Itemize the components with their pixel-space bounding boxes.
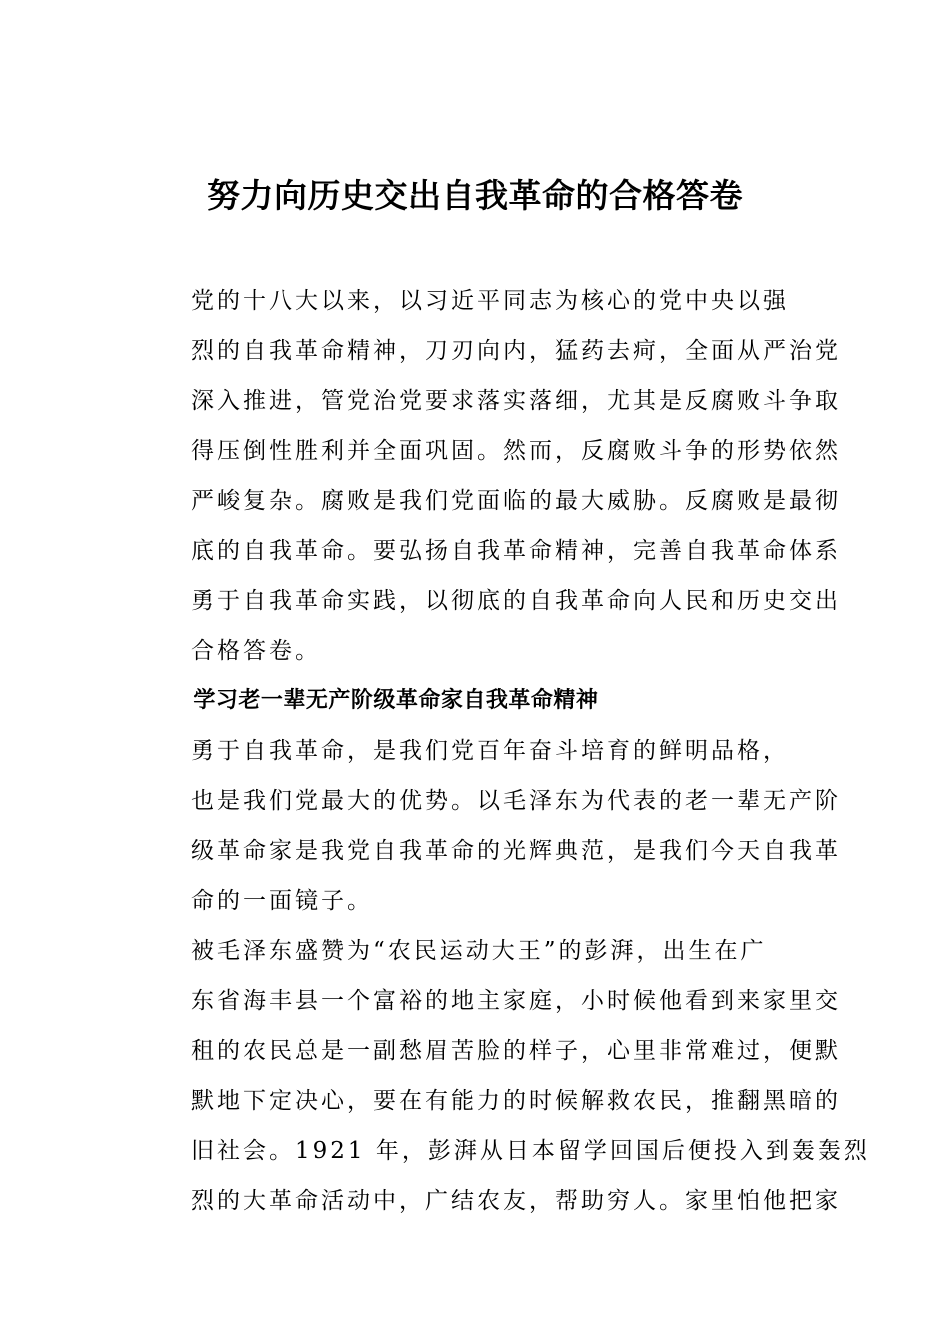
text-line: 东省海丰县一个富裕的地主家庭，小时候他看到来家里交: [191, 988, 841, 1014]
text-line: 得压倒性胜利并全面巩固。然而，反腐败斗争的形势依然: [191, 438, 841, 464]
text-line: 深入推进，管党治党要求落实落细，尤其是反腐败斗争取: [191, 388, 841, 414]
text-line: 党的十八大以来，以习近平同志为核心的党中央以强: [191, 288, 789, 314]
text-line: 烈的自我革命精神，刀刃向内，猛药去疴，全面从严治党: [191, 338, 841, 364]
section-heading: 学习老一辈无产阶级革命家自我革命精神: [193, 688, 599, 713]
text-line: 租的农民总是一副愁眉苦脸的样子，心里非常难过，便默: [191, 1038, 841, 1064]
text-line: 勇于自我革命实践，以彻底的自我革命向人民和历史交出: [191, 588, 841, 614]
text-line: 默地下定决心，要在有能力的时候解救农民，推翻黑暗的: [191, 1088, 841, 1114]
text-line: 也是我们党最大的优势。以毛泽东为代表的老一辈无产阶: [191, 788, 841, 814]
text-line: 烈的大革命活动中，广结农友，帮助穷人。家里怕他把家: [191, 1188, 841, 1214]
body-paragraph: [145, 926, 870, 1226]
text-line: 合格答卷。: [191, 638, 321, 664]
text-line: 勇于自我革命，是我们党百年奋斗培育的鲜明品格，: [191, 738, 789, 764]
intro-paragraph: [145, 276, 841, 676]
text-line: 底的自我革命。要弘扬自我革命精神，完善自我革命体系: [191, 538, 841, 564]
text-line: 级革命家是我党自我革命的光辉典范，是我们今天自我革: [191, 838, 841, 864]
text-line: 旧社会。1921 年，彭湃从日本留学回国后便投入到轰轰烈: [191, 1138, 870, 1164]
document-body: [145, 276, 870, 1226]
text-line: 严峻复杂。腐败是我们党面临的最大威胁。反腐败是最彻: [191, 488, 841, 514]
document-title: 努力向历史交出自我革命的合格答卷: [207, 176, 743, 215]
body-paragraph: [145, 726, 841, 926]
text-line: 命的一面镜子。: [191, 888, 373, 914]
text-line: 被毛泽东盛赞为“农民运动大王”的彭湃，出生在广: [191, 938, 767, 964]
